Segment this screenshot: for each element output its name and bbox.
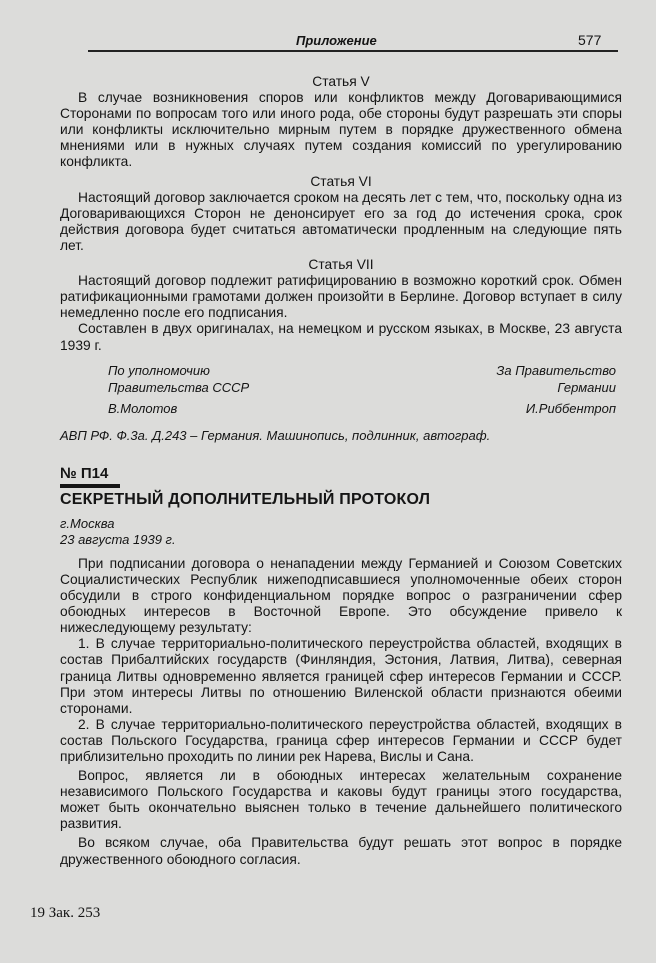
archive-reference: АВП РФ. Ф.3а. Д.243 – Германия. Машинопись, подлинник, автограф. <box>60 427 491 443</box>
page-body <box>60 74 622 868</box>
article-6 <box>60 174 622 254</box>
document-date: 23 августа 1939 г. <box>60 531 176 547</box>
signature-right-line1: За Правительство <box>496 362 616 378</box>
article-title: Статья V <box>312 74 370 89</box>
article-title: Статья VII <box>308 257 374 273</box>
paragraph: В случае возникновения споров или конфликтов между Договаривающимися Сторонами по вопросам того или иного рода, обе стороны будут разрешать эти споры или конфликты исключительно мирным путем в порядке дружественного обмена мнениями или в нужных случаях путем создания комиссий по урегулированию конфликта. <box>60 90 622 170</box>
header-rule <box>88 50 618 52</box>
document-number-bar <box>60 484 120 488</box>
signature-block <box>60 362 622 420</box>
paragraph: Настоящий договор заключается сроком на десять лет с тем, что, поскольку одна из Договаривающихся Сторон не денонсирует его за год до истечения срока, срок действия договора будет считаться автоматически продленным на следующие пять лет. <box>60 189 622 253</box>
paragraph: Настоящий договор подлежит ратифицированию в возможно короткий срок. Обмен ратификационными грамотами должен произойти в Берлине. Договор вступает в силу немедленно после его подписания. <box>60 273 622 321</box>
page-number: 577 <box>578 32 602 48</box>
document-place: г.Москва <box>60 515 115 531</box>
signature-right-line2: Германии <box>557 379 616 395</box>
printer-signature-mark: 19 Зак. 253 <box>30 905 101 921</box>
paragraph: Во всяком случае, оба Правительства будут решать этот вопрос в порядке дружественного обоюдного согласия. <box>60 835 622 867</box>
document-title: СЕКРЕТНЫЙ ДОПОЛНИТЕЛЬНЫЙ ПРОТОКОЛ <box>60 490 431 508</box>
paragraph: Составлен в двух оригиналах, на немецком и русском языках, в Москве, 23 августа 1939 г. <box>60 321 622 353</box>
paragraph: 2. В случае территориально-политического переустройства областей, входящих в состав Польского Государства, граница сфер интересов Германии и СССР будет приблизительно проходить по линии рек Нарева, Вислы и Сана. <box>60 716 622 764</box>
signature-left-line1: По уполномочию <box>108 362 210 378</box>
document-number: № П14 <box>60 464 109 482</box>
article-5 <box>60 74 622 171</box>
paragraph: При подписании договора о ненападении между Германией и Союзом Советских Социалистических Республик нижеподписавшиеся уполномоченные обеих сторон обсудили в строго конфиденциальном порядке вопрос о разграничении сфер обоюдных интересов в Восточной Европе. Это обсуждение привело к нижеследующему результату: <box>60 555 622 636</box>
protocol-text <box>60 556 622 868</box>
article-title: Статья VI <box>310 173 372 189</box>
article-7 <box>60 257 622 354</box>
paragraph: 1. В случае территориально-политического переустройства областей, входящих в состав Прибалтийских государств (Финляндия, Эстония, Латвия, Литва), северная граница Литвы одновременно является границей сфер интересов Германии и СССР. При этом интересы Литвы по отношению Виленской области признаются обеими сторонами. <box>60 636 622 716</box>
signatory-ribbentrop: И.Риббентроп <box>525 400 616 416</box>
signatory-molotov: В.Молотов <box>108 400 178 416</box>
signature-left-line2: Правительства СССР <box>108 379 250 395</box>
running-head: Приложение <box>296 33 377 48</box>
paragraph: Вопрос, является ли в обоюдных интересах желательным сохранение независимого Польского Государства и каковы будут границы этого государства, может быть окончательно выяснен только в течение дальнейшего политического развития. <box>60 768 622 832</box>
